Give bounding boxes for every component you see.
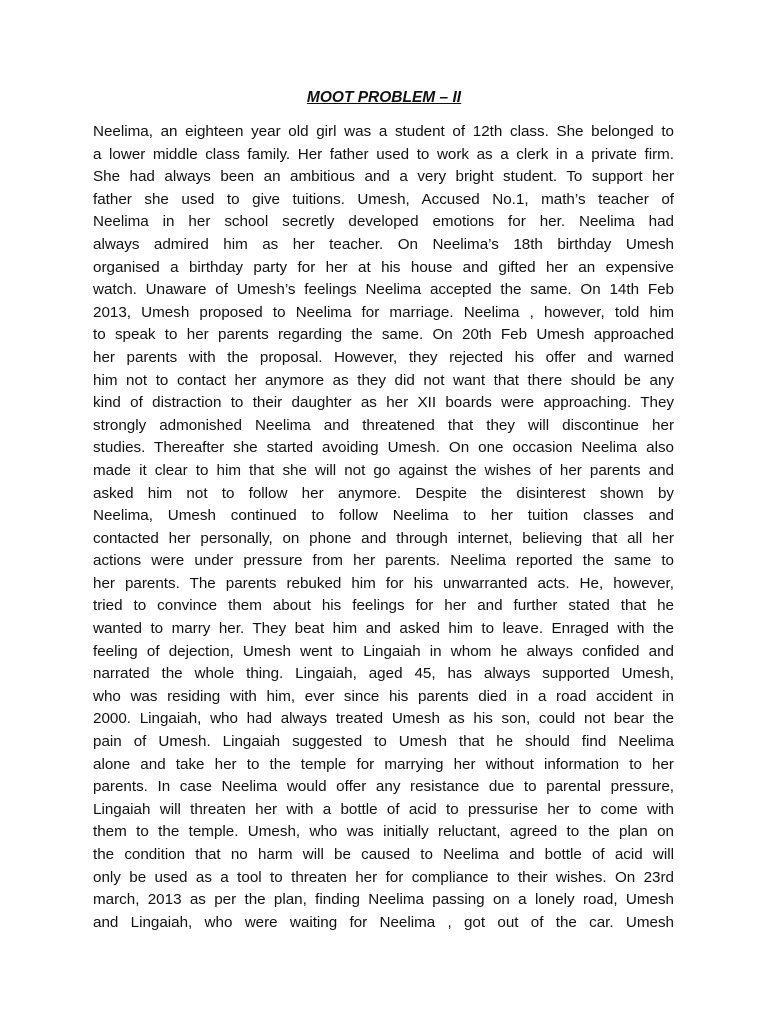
body-line: and Lingaiah, who were waiting for Neelima , got out of the car. Umesh: [93, 913, 674, 931]
body-line: parents. In case Neelima would offer any resistance due to parental pressure,: [93, 778, 674, 796]
body-line: wanted to marry her. They beat him and asked him to leave. Enraged with the: [93, 620, 674, 638]
body-line: 2000. Lingaiah, who had always treated Umesh as his son, could not bear the: [93, 710, 674, 728]
body-line: Neelima, Umesh continued to follow Neelima to her tuition classes and: [93, 507, 674, 525]
body-line: alone and take her to the temple for marrying her without information to her: [93, 755, 674, 773]
body-line: She had always been an ambitious and a very bright student. To support her: [93, 168, 674, 186]
body-line: only be used as a tool to threaten her for compliance to their wishes. On 23rd: [93, 868, 674, 886]
body-line: organised a birthday party for her at his house and gifted her an expensive: [93, 258, 674, 276]
body-line: him not to contact her anymore as they did not want that there should be any: [93, 371, 674, 389]
body-line: studies. Thereafter she started avoiding Umesh. On one occasion Neelima also: [93, 439, 674, 457]
body-line: Neelima in her school secretly developed emotions for her. Neelima had: [93, 213, 674, 231]
body-line: pain of Umesh. Lingaiah suggested to Umesh that he should find Neelima: [93, 733, 674, 751]
body-line: kind of distraction to their daughter as her XII boards were approaching. They: [93, 394, 674, 412]
body-line: father she used to give tuitions. Umesh, Accused No.1, math’s teacher of: [93, 190, 674, 208]
body-line: to speak to her parents regarding the same. On 20th Feb Umesh approached: [93, 326, 674, 344]
body-line: actions were under pressure from her parents. Neelima reported the same to: [93, 552, 674, 570]
body-line: who was residing with him, ever since his parents died in a road accident in: [93, 687, 674, 705]
body-line: Lingaiah will threaten her with a bottle of acid to pressurise her to come with: [93, 800, 674, 818]
body-line: her parents. The parents rebuked him for his unwarranted acts. He, however,: [93, 574, 674, 592]
body-line: feeling of dejection, Umesh went to Lingaiah in whom he always confided and: [93, 642, 674, 660]
body-line: narrated the whole thing. Lingaiah, aged 45, has always supported Umesh,: [93, 665, 674, 683]
body-line: her parents with the proposal. However, they rejected his offer and warned: [93, 348, 674, 366]
body-line: them to the temple. Umesh, who was initially reluctant, agreed to the plan on: [93, 823, 674, 841]
body-line: Neelima, an eighteen year old girl was a student of 12th class. She belonged to: [93, 123, 674, 140]
body-line: contacted her personally, on phone and through internet, believing that all her: [93, 529, 674, 547]
document-title: MOOT PROBLEM – II: [306, 89, 462, 106]
body-line: tried to convince them about his feelings for her and further stated that he: [93, 597, 674, 615]
body-line: watch. Unaware of Umesh’s feelings Neelima accepted the same. On 14th Feb: [93, 281, 674, 299]
body-line: made it clear to him that she will not go against the wishes of her parents and: [93, 461, 674, 479]
body-line: always admired him as her teacher. On Neelima’s 18th birthday Umesh: [93, 235, 674, 253]
body-line: strongly admonished Neelima and threatened that they will discontinue her: [93, 416, 674, 434]
body-line: a lower middle class family. Her father used to work as a clerk in a private firm.: [93, 145, 674, 163]
body-line: asked him not to follow her anymore. Despite the disinterest shown by: [93, 484, 674, 502]
body-line: the condition that no harm will be caused to Neelima and bottle of acid will: [93, 846, 674, 863]
body-line: 2013, Umesh proposed to Neelima for marriage. Neelima , however, told him: [93, 303, 674, 321]
body-line: march, 2013 as per the plan, finding Neelima passing on a lonely road, Umesh: [93, 891, 674, 909]
document-body: [93, 121, 674, 934]
